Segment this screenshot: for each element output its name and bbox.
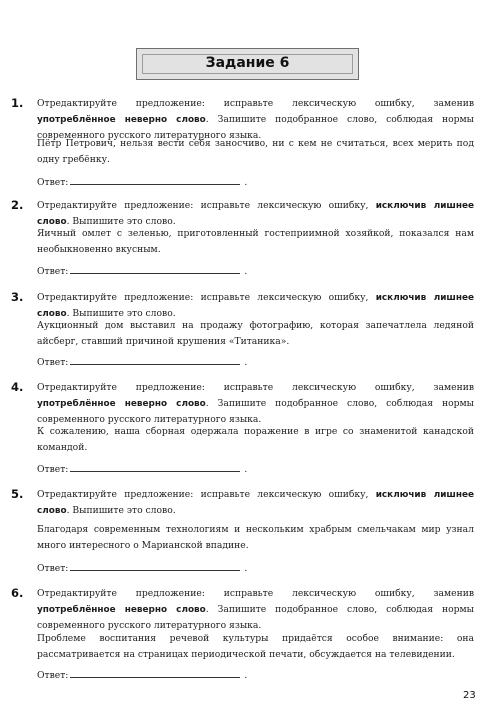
- answer-label: Ответ:: [37, 464, 69, 475]
- task-sentence: Пётр Петрович, нельзя вести себя заносчиво, ни с кем не считаться, всех мерить под одну гребёнку.: [37, 138, 474, 165]
- task-sentence: Проблеме воспитания речевой культуры придаётся особое внимание: она рассматривается на страницах периодической печати, обсуждается на телевидении.: [37, 633, 474, 660]
- answer-row: Ответ: .: [37, 459, 247, 478]
- answer-row: Ответ: .: [37, 261, 247, 280]
- task-instruction: Отредактируйте предложение: исправьте лексическую ошибку, заменив употреблённое неверно слово. Запишите подобранное слово, соблюдая нормы современного русского литературного языка.: [37, 98, 474, 141]
- answer-label: Ответ:: [37, 266, 69, 277]
- page-number: 23: [463, 690, 476, 701]
- answer-row: Ответ: .: [37, 558, 247, 577]
- answer-label: Ответ:: [37, 177, 69, 188]
- answer-field[interactable]: [70, 261, 240, 274]
- task-instruction: Отредактируйте предложение: исправьте лексическую ошибку, исключив лишнее слово. Выпишите это слово.: [37, 489, 475, 516]
- task-number: 1.: [11, 96, 24, 110]
- task-instruction: Отредактируйте предложение: исправьте лексическую ошибку, заменив употреблённое неверно слово. Запишите подобранное слово, соблюдая нормы современного русского литературного языка.: [37, 382, 474, 425]
- task-number: 6.: [11, 586, 24, 600]
- answer-field[interactable]: [70, 558, 240, 571]
- task-sentence: К сожалению, наша сборная одержала поражение в игре со знаменитой канадской командой.: [37, 426, 474, 453]
- task-instruction: Отредактируйте предложение: исправьте лексическую ошибку, заменив употреблённое неверно слово. Запишите подобранное слово, соблюдая нормы современного русского литературного языка.: [37, 588, 474, 631]
- task-sentence: Яичный омлет с зеленью, приготовленный гостеприимной хозяйкой, показался нам необыкновенно вкусным.: [37, 228, 474, 255]
- task-sentence: Аукционный дом выставил на продажу фотографию, которая запечатлела ледяной айсберг, ставший причиной крушения «Титаника».: [37, 320, 474, 347]
- task-instruction: Отредактируйте предложение: исправьте лексическую ошибку, исключив лишнее слово. Выпишите это слово.: [37, 200, 475, 227]
- answer-field[interactable]: [70, 459, 240, 472]
- answer-row: Ответ: .: [37, 352, 247, 371]
- task-number: 2.: [11, 198, 24, 212]
- task-number: 5.: [11, 487, 24, 501]
- answer-field[interactable]: [70, 665, 240, 678]
- answer-label: Ответ:: [37, 563, 69, 574]
- answer-label: Ответ:: [37, 357, 69, 368]
- answer-row: Ответ: .: [37, 665, 247, 684]
- task-number: 3.: [11, 290, 24, 304]
- answer-field[interactable]: [70, 352, 240, 365]
- task-number: 4.: [11, 380, 24, 394]
- task-sentence: Благодаря современным технологиям и нескольким храбрым смельчакам мир узнал много интересного о Марианской впадине.: [37, 524, 474, 551]
- answer-row: Ответ: .: [37, 172, 247, 191]
- task-instruction: Отредактируйте предложение: исправьте лексическую ошибку, исключив лишнее слово. Выпишите это слово.: [37, 292, 475, 319]
- answer-field[interactable]: [70, 172, 240, 185]
- task-title: Задание 6: [205, 55, 290, 71]
- answer-label: Ответ:: [37, 670, 69, 681]
- task-title-box: [136, 48, 359, 80]
